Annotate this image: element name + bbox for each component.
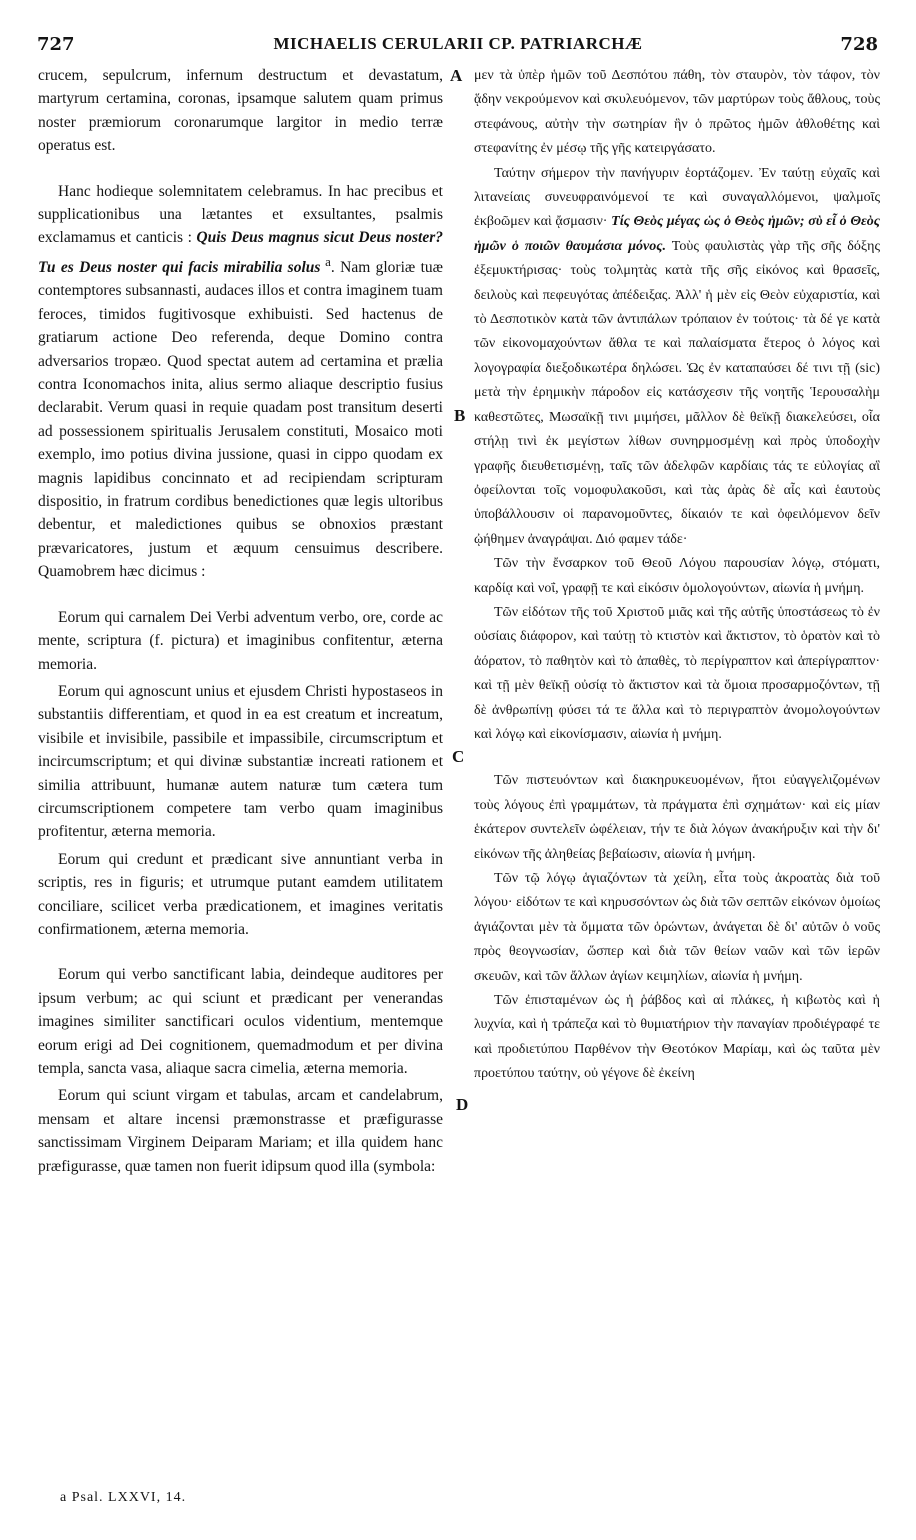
greek-column: [474, 64, 880, 1087]
margin-marker-d: D: [456, 1095, 469, 1114]
footnote: a Psal. LXXVI, 14.: [60, 1490, 187, 1505]
psalm-quote-greek: Τίς Θεὸς μέγας ὡς ὁ Θεὸς ἡμῶν; σὺ εἶ ὁ Θεὸς ἡμῶν ὁ ποιῶν θαυμάσια μόνος.: [474, 214, 880, 254]
margin-marker-b: B: [454, 406, 466, 425]
greek-paragraph-2: [474, 162, 880, 553]
greek-paragraph-1: μεν τὰ ὑπὲρ ἡμῶν τοῦ Δεσπότου πάθη, τὸν σταυρὸν, τὸν τάφον, τὸν ᾅδην νεκρούμενον καὶ σκυλευόμενον, τῶν μαρτύρων τοὺς ἄθλους, τοὺς στεφάνους, αὐτὴν τὴν σωτηρίαν ἣν ὁ πρῶτος ἡμῶν ἀθλοθέτης καὶ στεφανίτης ἐν μέσῳ τῆς γῆς κατειργάσατο.: [474, 68, 880, 157]
greek-paragraph-7: Τῶν ἐπισταμένων ὡς ἡ ῥάβδος καὶ αἱ πλάκες, ἡ κιβωτὸς καὶ ἡ λυχνία, καὶ ἡ τράπεζα καὶ τὸ θυμιατήριον τὴν παναγίαν προδιέγραφέ τε καὶ προδιετύπου Παρθένον τὴν Θεοτόκον Μαρίαμ, καὶ ὡς ταῦτα μὲν προετύπου ταύτην, οὐ γέγονε δὲ ἐκείνη: [474, 993, 880, 1082]
latin-paragraph-7: Eorum qui sciunt virgam et tabulas, arcam et candelabrum, mensam et altare incensi præmonstrasse et præfigurasse sanctissimam Virginem Deiparam Mariam; et illa quidem hanc præfigurasse, quæ tamen non fuerit idipsum quod illa (symbola:: [38, 1087, 443, 1175]
greek-paragraph-3: Τῶν τὴν ἔνσαρκον τοῦ Θεοῦ Λόγου παρουσίαν λόγῳ, στόματι, καρδίᾳ καὶ νοΐ, γραφῇ τε καὶ εἰκόσιν ὁμολογούντων, αἰωνία ἡ μνήμη.: [474, 556, 880, 596]
latin-column: [38, 64, 443, 1178]
page-number-right: 728: [840, 34, 878, 55]
latin-paragraph-2: [38, 180, 443, 584]
latin-paragraph-1: crucem, sepulcrum, infernum destructum et devastatum, martyrum certamina, coronas, ipsamque salutem quam primus noster præmiorum coronarumque largitor in medio terræ operatus est.: [38, 67, 443, 155]
latin-paragraph-2-text-a: Hanc hodieque solemnitatem celebramus. In hac precibus et supplicationibus una lætantes et exsultantes, psalmis exclamamus et canticis :: [38, 182, 443, 247]
latin-paragraph-3: Eorum qui carnalem Dei Verbi adventum verbo, ore, corde ac mente, scriptura (f. pictura) et imaginibus confitentur, æterna memoria.: [38, 608, 443, 673]
greek-paragraph-6: Τῶν τῷ λόγῳ ἁγιαζόντων τὰ χείλη, εἶτα τοὺς ἀκροατὰς διὰ τοῦ λόγου· εἰδότων τε καὶ κηρυσσόντων ὡς διὰ τῶν σεπτῶν εἰκόνων ὁμοίως ἁγιάζονται μὲν τὰ ὄμματα τῶν ὁρώντων, ἀνάγεται δὲ δι' αὐτῶν ὁ νοῦς πρὸς θεογνωσίαν, ὥσπερ καὶ διὰ τῶν θείων ναῶν καὶ τῶν ἱερῶν σκευῶν, καὶ τῶν ἄλλων ἁγίων κειμηλίων, αἰωνία ἡ μνήμη.: [474, 871, 880, 984]
greek-paragraph-5: Τῶν πιστευόντων καὶ διακηρυκευομένων, ἤτοι εὐαγγελιζομένων τοὺς λόγους ἐπὶ γραμμάτων, τὰ πράγματα ἐπὶ σχημάτων· καὶ εἰς μίαν ἑκάτερον συντελεῖν ὠφέλειαν, τήν τε διὰ λόγων ἀνακήρυξιν καὶ τὴν δι' εἰκόνων τῆς ἀληθείας βεβαίωσιν, αἰωνία ἡ μνήμη.: [474, 773, 880, 862]
greek-paragraph-2-text-b: Τοὺς φαυλιστὰς γὰρ τῆς σῆς δόξης ἐξεμυκτήρισας· τοὺς τολμητὰς κατὰ τῆς σῆς εἰκόνος καὶ θρασεῖς, δειλοὺς καὶ πεφευγότας ἀπέδειξας. Ἀλλ' ἡ μὲν εἰς Θεὸν εὐχαριστία, καὶ τὸ Δεσποτικὸν κατὰ τῶν ἀντιπάλων τρόπαιον ἐν τούτοις· τὰ δέ γε κατὰ τῶν εἰκονομαχούντων ἄθλα τε καὶ παλαίσματα ἕτερος ὁ λόγος καὶ λογογραφία διεξοδικωτέρα δηλώσει. Ὡς ἐν καταπαύσει δέ τινι τῇ (sic) μετὰ τὴν ἐρημικὴν πάροδον εἰς κατάσχεσιν τῆς νοητῆς Ἱερουσαλὴμ καθεστῶτες, Μωσαϊκῇ τινι μιμήσει, μᾶλλον δὲ θεϊκῇ διακελεύσει, οἷα στήλῃ τινὶ ἐκ μεγίστων λίθων συνηρμοσμένῃ καὶ πρὸς ὑποδοχὴν γραφῆς διευθετισμένῃ, ταῖς τῶν ἀδελφῶν καρδίαις τάς τε εὐλογίας αἳ ὀφείλονται τοῖς νομοφυλακοῦσι, καὶ τὰς ἀρὰς δὲ αἷς καὶ ἑαυτοὺς ὑποβάλλουσιν οἱ παρανομοῦντες, δίκαιόν τε καὶ ὀφειλόμενον δεῖν ᾠήθημεν ἀναγράψαι. Διό φαμεν τάδε·: [474, 238, 880, 547]
margin-marker-c: C: [452, 747, 465, 766]
psalm-quote-latin: Quis Deus magnus sicut Deus noster? Tu es Deus noster qui facis mirabilia solus: [38, 229, 443, 276]
greek-paragraph-4: Τῶν εἰδότων τῆς τοῦ Χριστοῦ μιᾶς καὶ τῆς αὐτῆς ὑποστάσεως τὸ ἐν οὐσίαις διάφορον, καὶ ταύτῃ τὸ κτιστὸν καὶ ἄκτιστον, τὸ ὁρατὸν καὶ τὸ ἀόρατον, τὸ παθητὸν καὶ τὸ ἀπαθὲς, τὸ περίγραπτον καὶ ἀπερίγραπτον· καὶ τῇ μὲν θεϊκῇ οὐσίᾳ τὸ ἄκτιστον καὶ τὰ ὅμοια προσαρμοζόντων, τῇ δὲ ἀνθρωπίνῃ φύσει τά τε ἄλλα καὶ τὸ περιγραπτὸν ἀνομολογούντων καὶ λόγῳ καὶ εἰκονίσμασιν, αἰωνία ἡ μνήμη.: [474, 604, 880, 742]
latin-paragraph-4: Eorum qui agnoscunt unius et ejusdem Christi hypostaseos in substantiis differentiam, et quod in ea est creatum et increatum, visibile et invisibile, passibile et impassibile, circumscriptum et incircumscriptum; et qui divinæ substantiæ increati rationem et similia attribuunt, humanæ autem naturæ tum cætera tum circumscriptionem competere tam verbo quam imaginibus profitentur, æterna memoria.: [38, 682, 443, 841]
footnote-ref: a: [320, 253, 331, 269]
greek-paragraph-2-text-a: Ταύτην σήμερον τὴν πανήγυριν ἑορτάζομεν. Ἐν ταύτῃ εὐχαῖς καὶ λιτανείαις συνευφραινόμενοί τε καὶ συναγαλλόμενοι, ψαλμοῖς ἐκβοῶμεν καὶ ᾄσμασιν·: [474, 165, 880, 230]
page-number-left: 727: [37, 34, 75, 55]
margin-marker-a: A: [450, 66, 463, 85]
latin-paragraph-6: Eorum qui verbo sanctificant labia, deindeque auditores per ipsum verbum; ac qui sciunt et prædicant per venerandas imagines similiter sanctificari oculos videntium, mentemque eorum erigi ad Dei cognitionem, quemadmodum et per divina templa, sancta vasa, aliaque sacra cimelia, æterna memoria.: [38, 966, 443, 1077]
running-title: MICHAELIS CERULARII CP. PATRIARCHÆ: [273, 34, 643, 53]
latin-paragraph-2-text-b: . Nam gloriæ tuæ contemptores subsannasti, audaces illos et contra imaginem tuam feroces, timidos fugitivosque exhibuisti. Sed hactenus de gratiarum actione Deo referenda, deque Domino contra adversarios tropæo. Quod spectat autem ad certamina et prælia contra Iconomachos inita, alius sermo aliaque descriptio fusius declarabit. Verum quasi in requie quadam post transitum deserti ad possessionem spiritualis Jerusalem constituti, Mosaico moti exemplo, imo potius divina jussione, quasi in cippo quodam ex magnis lapidibus concinnato et ad recipiendam scripturam dispositio, in fratrum cordibus benedictiones quæ legis ultoribus debentur, et maledictiones quibus se obnoxios præstant prævaricatores, justum et æquum censuimus describere. Quamobrem hæc dicimus :: [38, 259, 443, 581]
page-header: [0, 34, 916, 64]
latin-paragraph-5: Eorum qui credunt et prædicant sive annuntiant verba in scriptis, res in figuris; et utrumque putant eamdem utilitatem conciliare, scilicet verba prædicationem, et imagines veritatis confirmationem, æterna memoria.: [38, 850, 443, 938]
